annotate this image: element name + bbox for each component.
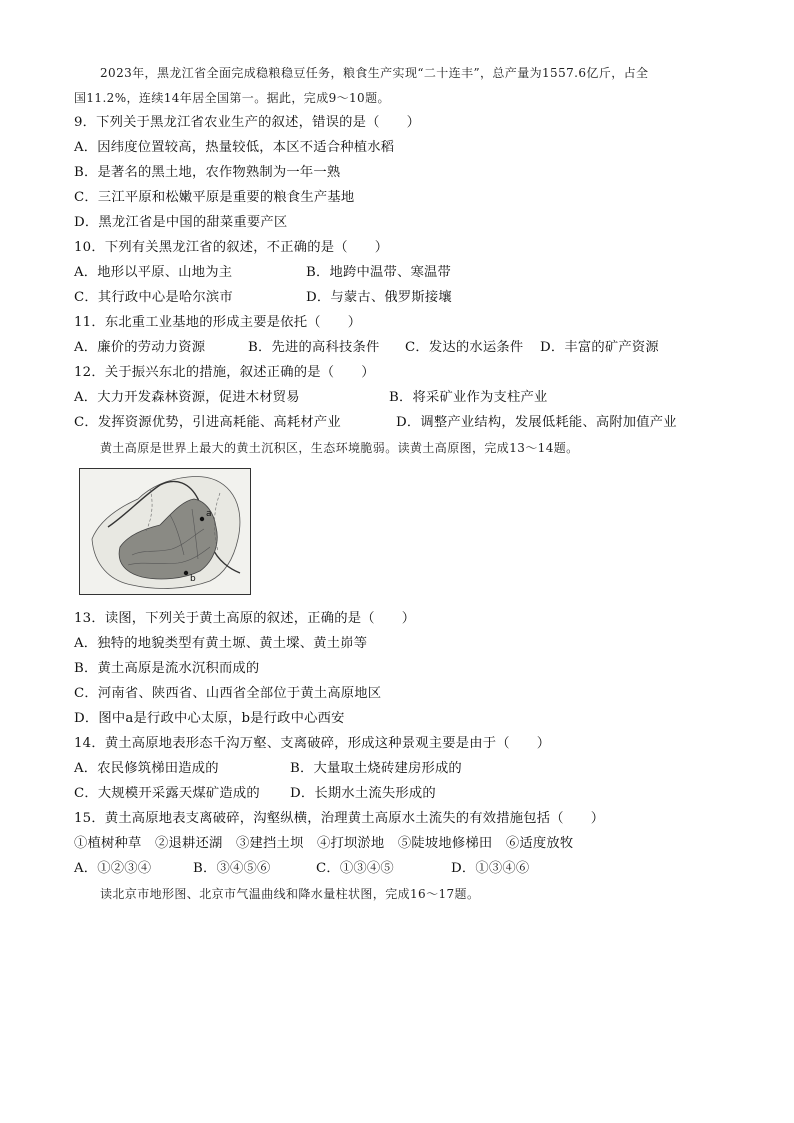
question-15-items: ①植树种草 ②退耕还湖 ③建挡土坝 ④打坝淤地 ⑤陡坡地修梯田 ⑥适度放牧 (74, 836, 574, 851)
question-12-option-c: C．发挥资源优势，引进高耗能、高耗材产业 (74, 415, 341, 430)
question-11-option-c: C．发达的水运条件 (405, 340, 524, 355)
question-12-option-a: A．大力开发森林资源，促进木材贸易 (74, 390, 300, 405)
question-12-option-b: B．将采矿业作为支柱产业 (389, 390, 548, 405)
question-12-option-d: D．调整产业结构，发展低耗能、高附加值产业 (396, 415, 677, 430)
question-10-stem: 10．下列有关黑龙江省的叙述，不正确的是（ ） (74, 240, 389, 255)
city-a-label: a (206, 509, 212, 519)
question-9-stem: 9．下列关于黑龙江省农业生产的叙述，错误的是（ ） (74, 115, 421, 130)
question-10-option-b: B．地跨中温带、寒温带 (306, 265, 451, 280)
question-9-option-d: D．黑龙江省是中国的甜菜重要产区 (74, 215, 288, 230)
question-14-option-c: C．大规模开采露天煤矿造成的 (74, 786, 260, 801)
city-b-dot (184, 571, 188, 575)
loess-plateau-map-graphic (80, 469, 250, 594)
question-11-option-d: D．丰富的矿产资源 (540, 340, 659, 355)
question-14-stem: 14．黄土高原地表形态千沟万壑、支离破碎，形成这种景观主要是由于（ ） (74, 736, 551, 751)
question-9-option-a: A．因纬度位置较高，热量较低，本区不适合种植水稻 (74, 140, 395, 155)
question-11-option-b: B．先进的高科技条件 (248, 340, 380, 355)
question-11-option-a: A．廉价的劳动力资源 (74, 340, 206, 355)
question-11-stem: 11．东北重工业基地的形成主要是依托（ ） (74, 315, 362, 330)
question-14-option-b: B．大量取土烧砖建房形成的 (290, 761, 462, 776)
question-15-option-c: C．①③④⑤ (316, 861, 394, 876)
question-15-option-a: A．①②③④ (74, 861, 152, 876)
city-b-label: b (190, 574, 196, 584)
question-13-option-b: B．黄土高原是流水沉积而成的 (74, 661, 260, 676)
loess-plateau-map (79, 468, 251, 595)
question-15-option-b: B．③④⑤⑥ (193, 861, 271, 876)
question-13-option-d: D．图中a是行政中心太原，b是行政中心西安 (74, 711, 345, 726)
question-14-option-a: A．农民修筑梯田造成的 (74, 761, 219, 776)
question-10-option-d: D．与蒙古、俄罗斯接壤 (306, 290, 452, 305)
intro-16-17: 读北京市地形图、北京市气温曲线和降水量柱状图，完成16～17题。 (100, 887, 480, 901)
intro-9-10-line1: 2023年，黑龙江省全面完成稳粮稳豆任务，粮食生产实现“二十连丰”，总产量为1557.6亿斤，占全 (100, 66, 649, 80)
question-9-option-b: B．是著名的黑土地，农作物熟制为一年一熟 (74, 165, 341, 180)
city-a-dot (200, 517, 204, 521)
question-14-option-d: D．长期水土流失形成的 (290, 786, 436, 801)
question-12-stem: 12．关于振兴东北的措施，叙述正确的是（ ） (74, 365, 375, 380)
question-15-stem: 15．黄土高原地表支离破碎，沟壑纵横，治理黄土高原水土流失的有效措施包括（ ） (74, 811, 605, 826)
intro-13-14: 黄土高原是世界上最大的黄土沉积区，生态环境脆弱。读黄土高原图，完成13～14题。 (100, 441, 579, 455)
question-10-option-a: A．地形以平原、山地为主 (74, 265, 233, 280)
question-9-option-c: C．三江平原和松嫩平原是重要的粮食生产基地 (74, 190, 355, 205)
question-13-option-c: C．河南省、陕西省、山西省全部位于黄土高原地区 (74, 686, 382, 701)
question-10-option-c: C．其行政中心是哈尔滨市 (74, 290, 233, 305)
intro-9-10-line2: 国11.2%，连续14年居全国第一。据此，完成9～10题。 (74, 91, 390, 105)
question-13-option-a: A．独特的地貌类型有黄土塬、黄土墚、黄土峁等 (74, 636, 368, 651)
question-13-stem: 13．读图，下列关于黄土高原的叙述，正确的是（ ） (74, 611, 416, 626)
question-15-option-d: D．①③④⑥ (451, 861, 530, 876)
